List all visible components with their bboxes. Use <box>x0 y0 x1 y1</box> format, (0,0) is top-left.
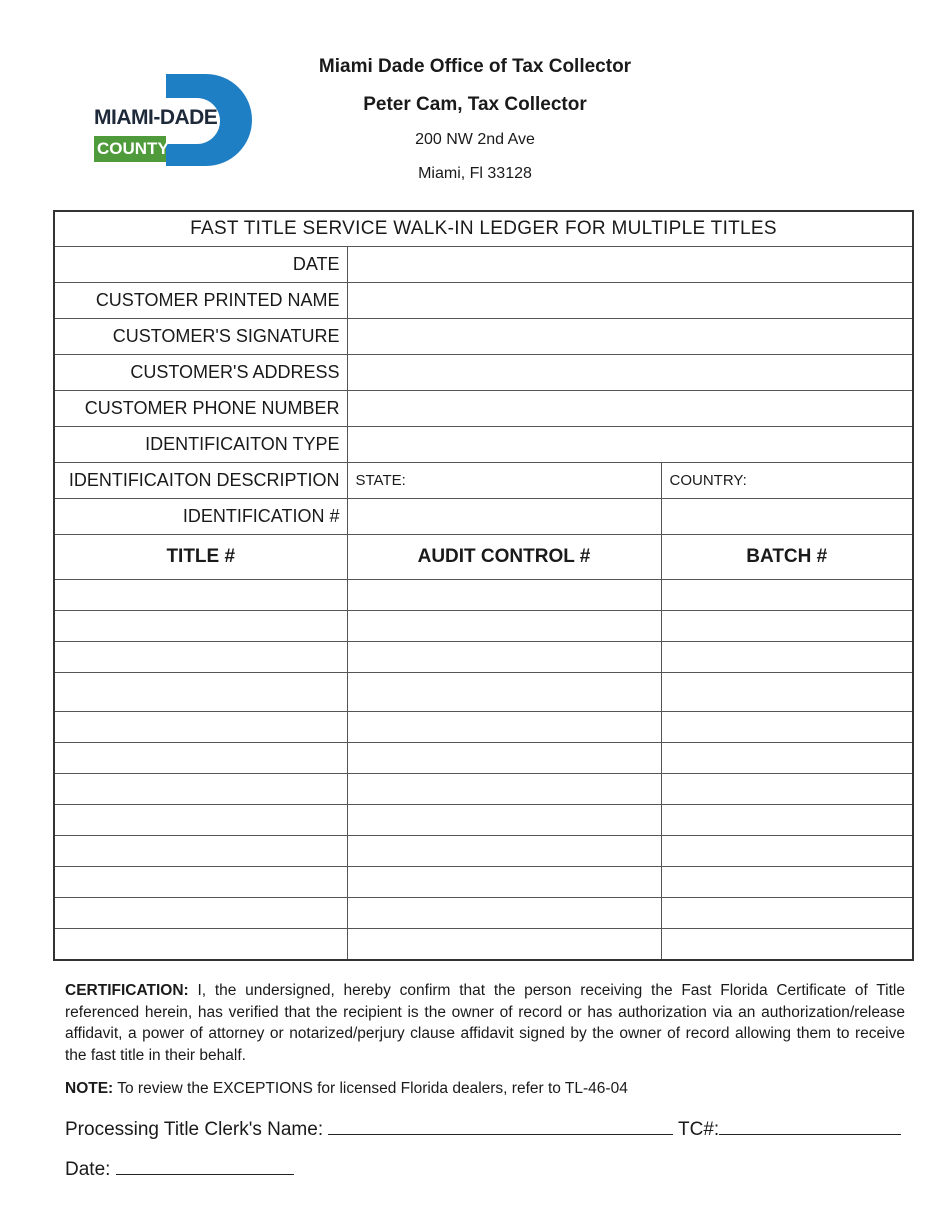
id-number-field[interactable] <box>347 499 661 535</box>
customer-name-field[interactable] <box>347 283 913 319</box>
address-line-2: Miami, Fl 33128 <box>418 165 532 182</box>
audit-control-cell[interactable] <box>347 712 661 743</box>
ledger-entry-row <box>54 673 913 712</box>
title-number-cell[interactable] <box>54 805 347 836</box>
customer-address-label: CUSTOMER'S ADDRESS <box>54 355 347 391</box>
date-label: DATE <box>54 247 347 283</box>
batch-number-cell[interactable] <box>661 611 913 642</box>
customer-address-field[interactable] <box>347 355 913 391</box>
audit-control-cell[interactable] <box>347 673 661 712</box>
certification-paragraph <box>65 980 905 1066</box>
batch-number-header: BATCH # <box>661 535 913 580</box>
ledger-entry-row <box>54 774 913 805</box>
title-number-cell[interactable] <box>54 898 347 929</box>
batch-number-cell[interactable] <box>661 774 913 805</box>
title-number-cell[interactable] <box>54 774 347 805</box>
date-field[interactable] <box>347 247 913 283</box>
batch-number-cell[interactable] <box>661 642 913 673</box>
title-number-cell[interactable] <box>54 611 347 642</box>
customer-signature-row <box>54 319 913 355</box>
address-line-1: 200 NW 2nd Ave <box>415 131 535 148</box>
tc-number-label: TC#: <box>678 1119 720 1140</box>
customer-signature-label: CUSTOMER'S SIGNATURE <box>54 319 347 355</box>
customer-phone-row <box>54 391 913 427</box>
audit-control-cell[interactable] <box>347 774 661 805</box>
batch-number-cell[interactable] <box>661 712 913 743</box>
note-paragraph <box>65 1080 628 1098</box>
title-number-cell[interactable] <box>54 642 347 673</box>
id-number-label: IDENTIFICATION # <box>54 499 347 535</box>
state-field[interactable]: STATE: <box>347 463 661 499</box>
title-number-cell[interactable] <box>54 836 347 867</box>
batch-number-cell[interactable] <box>661 898 913 929</box>
country-field[interactable]: COUNTRY: <box>661 463 913 499</box>
clerk-name-line <box>65 1116 673 1141</box>
title-number-cell[interactable] <box>54 673 347 712</box>
id-description-label: IDENTIFICAITON DESCRIPTION <box>54 463 347 499</box>
clerk-name-field[interactable] <box>328 1116 673 1135</box>
batch-number-cell[interactable] <box>661 580 913 611</box>
title-number-header: TITLE # <box>54 535 347 580</box>
ledger-entry-row <box>54 642 913 673</box>
id-type-label: IDENTIFICAITON TYPE <box>54 427 347 463</box>
tc-number-field[interactable] <box>719 1116 901 1135</box>
batch-number-cell[interactable] <box>661 929 913 961</box>
audit-control-cell[interactable] <box>347 836 661 867</box>
tax-collector-name: Peter Cam, Tax Collector <box>363 94 587 115</box>
title-number-cell[interactable] <box>54 712 347 743</box>
customer-name-label: CUSTOMER PRINTED NAME <box>54 283 347 319</box>
customer-phone-label: CUSTOMER PHONE NUMBER <box>54 391 347 427</box>
id-type-field[interactable] <box>347 427 913 463</box>
batch-number-cell[interactable] <box>661 836 913 867</box>
customer-phone-field[interactable] <box>347 391 913 427</box>
logo-miami-dade-text: MIAMI-DADE <box>94 106 218 129</box>
ledger-entry-row <box>54 611 913 642</box>
date-footer-label: Date: <box>65 1159 111 1180</box>
certification-text: I, the undersigned, hereby confirm that the person receiving the Fast Florida Certificate of Title referenced herein, has verified that the recipient is the owner of record or has authorization via an authorization/release affidavit, a power of attorney or notarized/perjury clause affidavit signed by the owner of record allowing them to receive the fast title in their behalf. <box>65 982 905 1064</box>
title-number-cell[interactable] <box>54 743 347 774</box>
date-signature-line <box>65 1156 294 1181</box>
title-number-cell[interactable] <box>54 929 347 961</box>
tc-number-line <box>678 1116 901 1141</box>
batch-number-cell[interactable] <box>661 805 913 836</box>
clerk-name-label: Processing Title Clerk's Name: <box>65 1119 324 1140</box>
logo-county-text: COUNTY <box>94 136 166 162</box>
ledger-entry-row <box>54 743 913 774</box>
id-description-row <box>54 463 913 499</box>
audit-control-cell[interactable] <box>347 611 661 642</box>
audit-control-cell[interactable] <box>347 805 661 836</box>
ledger-title: FAST TITLE SERVICE WALK-IN LEDGER FOR MULTIPLE TITLES <box>54 211 913 247</box>
ledger-entry-row <box>54 805 913 836</box>
ledger-column-header-row <box>54 535 913 580</box>
certification-label: CERTIFICATION: <box>65 982 189 999</box>
id-type-row <box>54 427 913 463</box>
audit-control-header: AUDIT CONTROL # <box>347 535 661 580</box>
office-name: Miami Dade Office of Tax Collector <box>318 56 632 77</box>
audit-control-cell[interactable] <box>347 867 661 898</box>
id-number-extra-field[interactable] <box>661 499 913 535</box>
ledger-entry-row <box>54 712 913 743</box>
date-row <box>54 247 913 283</box>
audit-control-cell[interactable] <box>347 929 661 961</box>
batch-number-cell[interactable] <box>661 673 913 712</box>
batch-number-cell[interactable] <box>661 867 913 898</box>
ledger-entry-row <box>54 898 913 929</box>
note-text: To review the EXCEPTIONS for licensed Florida dealers, refer to TL-46-04 <box>117 1080 628 1097</box>
ledger-entry-row <box>54 929 913 961</box>
customer-address-row <box>54 355 913 391</box>
id-number-row <box>54 499 913 535</box>
audit-control-cell[interactable] <box>347 898 661 929</box>
audit-control-cell[interactable] <box>347 580 661 611</box>
ledger-title-row <box>54 211 913 247</box>
ledger-entry-row <box>54 867 913 898</box>
audit-control-cell[interactable] <box>347 743 661 774</box>
customer-signature-field[interactable] <box>347 319 913 355</box>
customer-name-row <box>54 283 913 319</box>
miami-dade-county-logo <box>94 74 254 168</box>
title-number-cell[interactable] <box>54 867 347 898</box>
note-label: NOTE: <box>65 1080 114 1097</box>
title-number-cell[interactable] <box>54 580 347 611</box>
ledger-entry-row <box>54 580 913 611</box>
audit-control-cell[interactable] <box>347 642 661 673</box>
ledger-table <box>53 210 914 961</box>
batch-number-cell[interactable] <box>661 743 913 774</box>
date-footer-field[interactable] <box>116 1156 294 1175</box>
ledger-entry-row <box>54 836 913 867</box>
